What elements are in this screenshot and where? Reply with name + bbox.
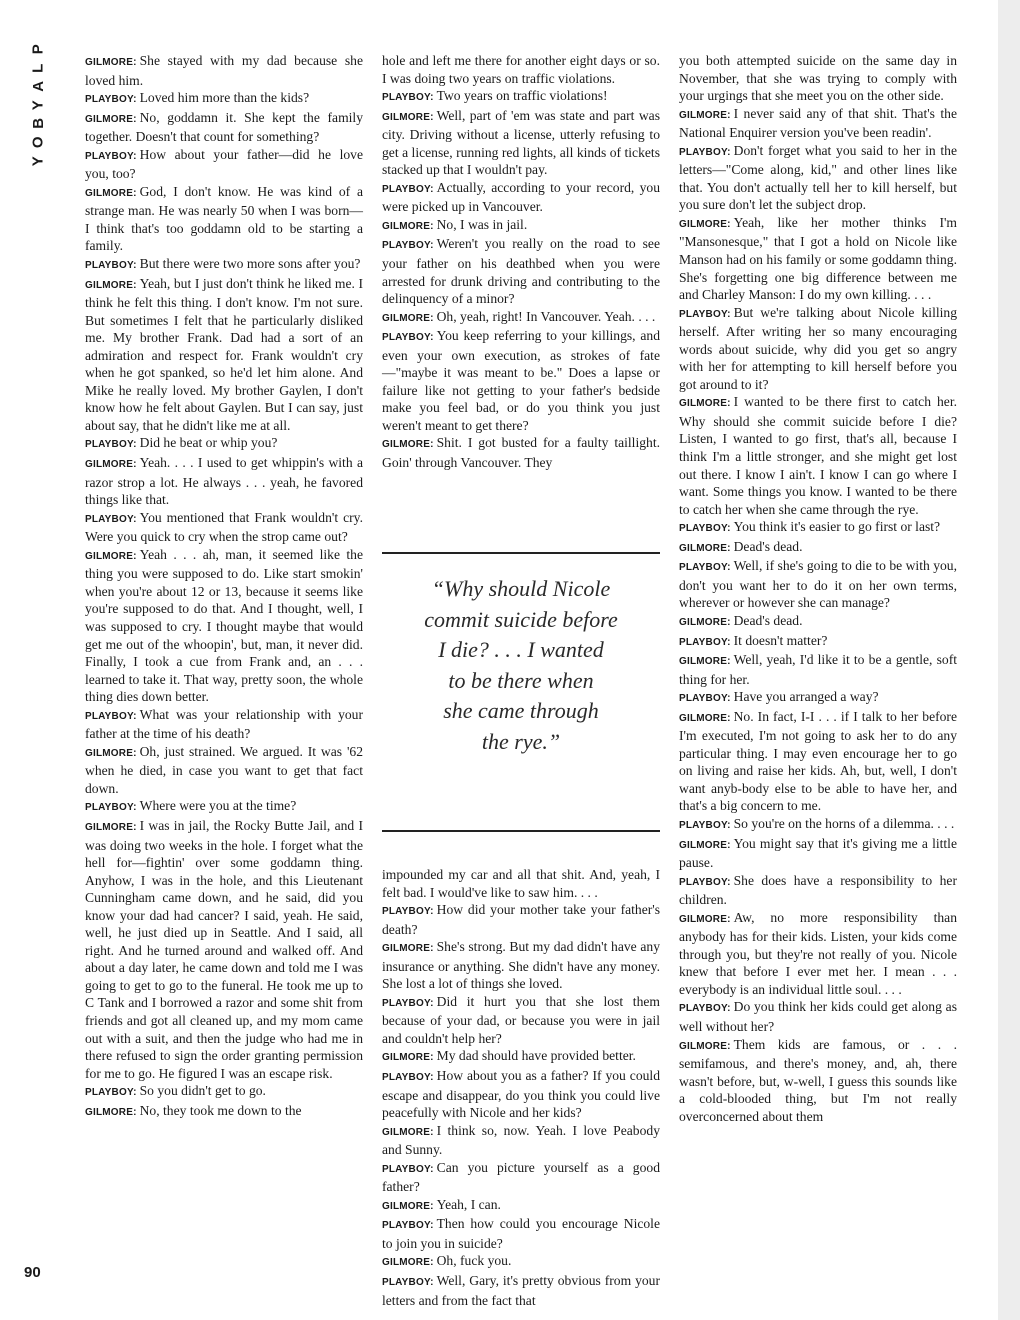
dialogue-text: What was your relationship with your father at the time of his death? [85, 706, 363, 742]
dialogue-text: So you're on the horns of a dilemma. . . . [733, 815, 955, 831]
page-number: 90 [24, 1264, 41, 1281]
pull-quote [382, 552, 660, 832]
dialogue-text: It doesn't matter? [733, 632, 828, 648]
dialogue-text: You keep referring to your killings, and even your own execution, as strokes of fate—"maybe it was meant to be." Does a lapse or failure like not getting to your father's bedside make you feel bad, or do you think you just weren't meant to get there? [382, 328, 660, 433]
dialogue-text: I wanted to be there first to catch her. Why should she commit suicide before I die? Listen, I wanted to go first, that's all, because I think I'm a little stronger, and she might get lost out there. I know I ain't. I know I can go where I want. Some things you know. I wanted to be there to catch her when she came through the rye. [679, 394, 957, 517]
dialogue-text: Weren't you really on the road to see your father on his deathbed when you were arrested for drunk driving and contributing to the delinquency of a minor? [382, 236, 660, 307]
dialogue-text: How did your mother take your father's death? [382, 902, 660, 937]
pull-quote-bottom-rule [382, 830, 660, 832]
interview-paragraph [85, 255, 363, 275]
speaker-label: GILMORE: [679, 109, 731, 121]
dialogue-text: Do you think her kids could get along as well without her? [679, 999, 957, 1034]
interview-paragraph [679, 815, 957, 835]
dialogue-text: God, I don't know. He was kind of a strange man. He was nearly 50 when I was born—I think that's too goddamn old to be starting a family. [85, 183, 363, 254]
speaker-label: GILMORE: [85, 550, 137, 562]
speaker-label: PLAYBOY: [679, 1003, 731, 1015]
speaker-label: PLAYBOY: [679, 562, 731, 574]
pull-quote-top-rule [382, 552, 660, 554]
interview-paragraph [679, 909, 957, 999]
dialogue-text: Did it hurt you that she lost them because of your dad, or because you were in jail and couldn't help her? [382, 993, 660, 1046]
interview-paragraph [679, 632, 957, 652]
interview-paragraph [382, 938, 660, 993]
dialogue-text: Did he beat or whip you? [139, 435, 278, 451]
speaker-label: PLAYBOY: [382, 332, 434, 344]
interview-paragraph [679, 393, 957, 518]
speaker-label: GILMORE: [679, 542, 731, 554]
dialogue-text: impounded my car and all that shit. And, yeah, I felt bad. I would've like to saw him. . . . [382, 867, 660, 900]
dialogue-text: Oh, just strained. We argued. It was '62 when he died, in case you want to get that fact down. [85, 743, 363, 796]
dialogue-text: Oh, fuck you. [436, 1253, 512, 1269]
speaker-label: GILMORE: [85, 459, 137, 471]
interview-paragraph [382, 993, 660, 1048]
dialogue-text: No. In fact, I-I . . . if I talk to her before I'm executed, I'm not going to ask her to do any particular thing. I may even encourage her to go on living and raise her kids. Ah, but, well, I don't want anyb-body else to be able to have her, and that's a big concern to me. [679, 708, 957, 814]
interview-paragraph [85, 817, 363, 1082]
speaker-label: GILMORE: [679, 616, 731, 628]
dialogue-text: My dad should have provided better. [436, 1048, 636, 1064]
interview-paragraph [85, 509, 363, 546]
speaker-label: GILMORE: [85, 821, 137, 833]
dialogue-text: hole and left me there for another eight days or so. I was doing two years on traffic violations. [382, 53, 660, 86]
dialogue-text: How about your father—did he love you, too? [85, 146, 363, 182]
dialogue-text: But we're talking about Nicole killing herself. After writing her so many encouraging words about suicide, why did you get so angry with her for attempting to kill herself before you got around to it? [679, 304, 957, 392]
interview-paragraph [85, 1082, 363, 1102]
interview-paragraph [679, 304, 957, 394]
speaker-label: PLAYBOY: [382, 1163, 434, 1175]
speaker-label: GILMORE: [382, 220, 434, 232]
speaker-label: PLAYBOY: [679, 308, 731, 320]
interview-paragraph [382, 216, 660, 236]
speaker-label: GILMORE: [679, 712, 731, 724]
interview-paragraph [85, 52, 363, 89]
speaker-label: PLAYBOY: [382, 1072, 434, 1084]
speaker-label: GILMORE: [85, 113, 137, 125]
speaker-label: PLAYBOY: [85, 94, 137, 106]
interview-paragraph [85, 546, 363, 706]
dialogue-text: Have you arranged a way? [733, 689, 879, 705]
interview-paragraph [85, 146, 363, 183]
pull-quote-line: I die? . . . I wanted [438, 637, 604, 662]
dialogue-text: You think it's easier to go first or last? [733, 519, 941, 535]
speaker-label: PLAYBOY: [85, 439, 137, 451]
speaker-label: GILMORE: [85, 279, 137, 291]
speaker-label: GILMORE: [382, 1200, 434, 1212]
interview-paragraph [679, 688, 957, 708]
interview-paragraph [679, 557, 957, 612]
dialogue-text: Yeah . . . ah, man, it seemed like the thing you were supposed to do. Like start smokin' when you're about 12 or 13, because it seems like you're supposed to do that. And I thought, well, I was supposed to cry. I thought maybe that would get me out of the whoopin', but, man, it never did. Finally, I took a cue from Frank and, an . . . learned to take it. That way, pretty soon, the whole thing dies down better. [85, 546, 363, 705]
dialogue-text: Where were you at the time? [139, 798, 297, 814]
dialogue-text: But there were two more sons after you? [139, 256, 361, 272]
speaker-label: GILMORE: [382, 1126, 434, 1138]
interview-paragraph [679, 1036, 957, 1126]
dialogue-text: Well, if she's going to die to be with you, don't you want her to do it on her own terms, wherever or however she can manage? [679, 558, 957, 611]
speaker-label: GILMORE: [382, 111, 434, 123]
speaker-label: PLAYBOY: [85, 1087, 137, 1099]
interview-paragraph [85, 183, 363, 255]
interview-paragraph [85, 743, 363, 798]
interview-paragraph [382, 1272, 660, 1309]
dialogue-text: Yeah, like her mother thinks I'm "Mansonesque," that I got a hold on Nicole like Manson had on his family or some goddamn thing. She's forgetting one big difference between me and Charley Manson: I do my own killing. . . . [679, 214, 957, 303]
speaker-label: GILMORE: [679, 218, 731, 230]
interview-paragraph [382, 179, 660, 216]
speaker-label: PLAYBOY: [679, 636, 731, 648]
interview-paragraph [382, 901, 660, 938]
speaker-label: PLAYBOY: [679, 523, 731, 535]
interview-paragraph [85, 89, 363, 109]
article-column-3 [679, 52, 957, 1125]
interview-paragraph [382, 434, 660, 471]
interview-paragraph [382, 1159, 660, 1196]
dialogue-text: No, they took me down to the [139, 1102, 302, 1118]
dialogue-text: I think so, now. Yeah. I love Peabody and Sunny. [382, 1122, 660, 1158]
interview-paragraph [382, 87, 660, 107]
interview-paragraph [382, 1252, 660, 1272]
article-column-2-bottom [382, 866, 660, 1309]
speaker-label: PLAYBOY: [382, 997, 434, 1009]
speaker-label: GILMORE: [679, 839, 731, 851]
interview-paragraph [679, 651, 957, 688]
interview-paragraph [679, 612, 957, 632]
speaker-label: PLAYBOY: [679, 876, 731, 888]
speaker-label: PLAYBOY: [85, 710, 137, 722]
pull-quote-line: commit suicide before [424, 606, 618, 632]
article-column-1 [85, 52, 363, 1121]
interview-paragraph [382, 1196, 660, 1216]
interview-paragraph [679, 105, 957, 142]
dialogue-text: Yeah, I can. [436, 1196, 501, 1212]
interview-paragraph [382, 235, 660, 307]
dialogue-text: Dead's dead. [733, 612, 803, 628]
dialogue-text: She does have a responsibility to her children. [679, 872, 957, 908]
pull-quote-text [382, 574, 660, 757]
speaker-label: PLAYBOY: [382, 906, 434, 918]
speaker-label: GILMORE: [382, 1052, 434, 1064]
speaker-label: GILMORE: [382, 439, 434, 451]
dialogue-text: Yeah. . . . I used to get whippin's with a razor strop a lot. He always . . . yeah, he favored things like that. [85, 455, 363, 508]
speaker-label: PLAYBOY: [382, 183, 434, 195]
interview-paragraph [679, 518, 957, 538]
speaker-label: PLAYBOY: [679, 693, 731, 705]
dialogue-text: Actually, according to your record, you were picked up in Vancouver. [382, 179, 660, 215]
speaker-label: GILMORE: [85, 187, 137, 199]
magazine-masthead: P L A Y B O Y [29, 44, 47, 166]
speaker-label: GILMORE: [679, 656, 731, 668]
dialogue-text: You mentioned that Frank wouldn't cry. Were you quick to cry when the strop came out? [85, 509, 363, 545]
speaker-label: GILMORE: [85, 1106, 137, 1118]
dialogue-text: No, goddamn it. She kept the family together. Doesn't that count for something? [85, 109, 363, 145]
dialogue-text: Yeah, but I just don't think he liked me. I think he felt this thing. I don't know. I'm not sure. But sometimes I felt that he particularly disliked me. My brother Frank. Dad had a sort of an admiration and respect for. Frank wouldn't cry when he got spanked, so he'd let him alone. And Mike he really loved. My brother Gaylen, I don't know how he felt about Gaylen. But I can say, just about say, that he didn't like me at all. [85, 275, 363, 433]
speaker-label: GILMORE: [85, 747, 137, 759]
speaker-label: PLAYBOY: [679, 819, 731, 831]
speaker-label: GILMORE: [679, 913, 731, 925]
speaker-label: GILMORE: [679, 1040, 731, 1052]
dialogue-text: Well, Gary, it's pretty obvious from your letters and from the fact that [382, 1273, 660, 1308]
interview-paragraph [679, 142, 957, 214]
interview-paragraph [382, 1122, 660, 1159]
dialogue-text: Them kids are famous, or . . . semifamous, and there's money, and, ah, there wasn't before, but, w-well, I guess this sounds like a cold-blooded thing, but I'm not really overconcerned about them [679, 1036, 957, 1124]
dialogue-text: I never said any of that shit. That's the National Enquirer version you've been readin'. [679, 105, 957, 141]
interview-paragraph [382, 308, 660, 328]
interview-paragraph [679, 52, 957, 105]
speaker-label: GILMORE: [382, 943, 434, 955]
speaker-label: PLAYBOY: [382, 92, 434, 104]
dialogue-text: So you didn't get to go. [139, 1083, 266, 1099]
interview-paragraph [382, 107, 660, 179]
interview-paragraph [85, 434, 363, 454]
article-column-2-top [382, 52, 660, 472]
interview-paragraph [382, 1067, 660, 1122]
page-edge [998, 0, 1020, 1320]
speaker-label: PLAYBOY: [85, 150, 137, 162]
pull-quote-line: to be there when [448, 667, 594, 693]
interview-paragraph [85, 454, 363, 509]
interview-paragraph [85, 706, 363, 743]
speaker-label: PLAYBOY: [382, 1277, 434, 1289]
dialogue-text: How about you as a father? If you could escape and disappear, do you think you could live peacefully with Nicole and her kids? [382, 1068, 660, 1121]
dialogue-text: Then how could you encourage Nicole to join you in suicide? [382, 1216, 660, 1251]
dialogue-text: Shit. I got busted for a faulty taillight. Goin' through Vancouver. They [382, 435, 660, 471]
dialogue-text: you both attempted suicide on the same day in November, that she was trying to comply with your urgings that she meet you on the other side. [679, 53, 957, 104]
interview-paragraph [382, 52, 660, 87]
speaker-label: PLAYBOY: [85, 260, 137, 272]
dialogue-text: Loved him more than the kids? [139, 90, 310, 106]
pull-quote-line: the rye.” [481, 728, 561, 754]
interview-paragraph [382, 327, 660, 434]
dialogue-text: Oh, yeah, right! In Vancouver. Yeah. . . . [436, 308, 656, 324]
dialogue-text: Well, yeah, I'd like it to be a gentle, soft thing for her. [679, 652, 957, 687]
speaker-label: GILMORE: [382, 1257, 434, 1269]
pull-quote-line: she came through [443, 698, 599, 723]
interview-paragraph [679, 998, 957, 1035]
interview-paragraph [679, 708, 957, 815]
dialogue-text: Can you picture yourself as a good father? [382, 1159, 660, 1195]
interview-paragraph [679, 214, 957, 304]
interview-paragraph [85, 109, 363, 146]
interview-paragraph [679, 872, 957, 909]
speaker-label: GILMORE: [382, 312, 434, 324]
speaker-label: PLAYBOY: [382, 240, 434, 252]
dialogue-text: Well, part of 'em was state and part was city. Driving without a license, utterly refusing to get a license, running red lights, all kinds of tickets stacked up that I wouldn't pay. [382, 107, 660, 178]
interview-paragraph [382, 866, 660, 901]
dialogue-text: She's strong. But my dad didn't have any insurance or anything. She didn't have any money. She lost a lot of things she loved. [382, 939, 660, 992]
dialogue-text: She stayed with my dad because she loved him. [85, 53, 363, 88]
dialogue-text: Two years on traffic violations! [436, 88, 608, 104]
pull-quote-line: “Why should Nicole [431, 576, 611, 601]
speaker-label: GILMORE: [679, 398, 731, 410]
dialogue-text: You might say that it's giving me a little pause. [679, 835, 957, 871]
dialogue-text: No, I was in jail. [436, 216, 528, 232]
dialogue-text: Don't forget what you said to her in the letters—"Come along, kid," and other lines like that. You don't actually tell her to kill herself, but you sure don't let the subject drop. [679, 142, 957, 213]
speaker-label: GILMORE: [85, 57, 137, 68]
interview-paragraph [85, 797, 363, 817]
speaker-label: PLAYBOY: [382, 1220, 434, 1232]
speaker-label: PLAYBOY: [85, 802, 137, 814]
dialogue-text: Dead's dead. [733, 538, 803, 554]
interview-paragraph [382, 1215, 660, 1252]
speaker-label: PLAYBOY: [679, 146, 731, 158]
interview-paragraph [85, 1102, 363, 1122]
dialogue-text: Aw, no more responsibility than anybody has for their kids. Listen, your kids come through you, but they're not really of you. Nicole knew that before I ever met her. I mean . . . everybody is an individual little soul. . . . [679, 909, 957, 997]
interview-paragraph [85, 275, 363, 435]
dialogue-text: I was in jail, the Rocky Butte Jail, and I was doing two weeks in the hole. I forget what the hell for—fightin' over some goddamn thing. Anyhow, I was in the hole, and this Lieutenant Cunningham came down, and he said, did you know your dad had cancer? I said, yeah. He said, well, he just died up in Seattle. And I said, all right. And he turned around and walked off. And about a day later, he came down and told me I was going to get to go to the funeral. He took me up to C Tank and I borrowed a razor and some shit from friends and got all cleaned up, and my mom came out with a suit, and then the judge who had me in there refused to sign the order granting permission for me to go. He figured I was an escape risk. [85, 817, 363, 1081]
interview-paragraph [679, 835, 957, 872]
interview-paragraph [679, 538, 957, 558]
speaker-label: PLAYBOY: [85, 513, 137, 525]
interview-paragraph [382, 1047, 660, 1067]
